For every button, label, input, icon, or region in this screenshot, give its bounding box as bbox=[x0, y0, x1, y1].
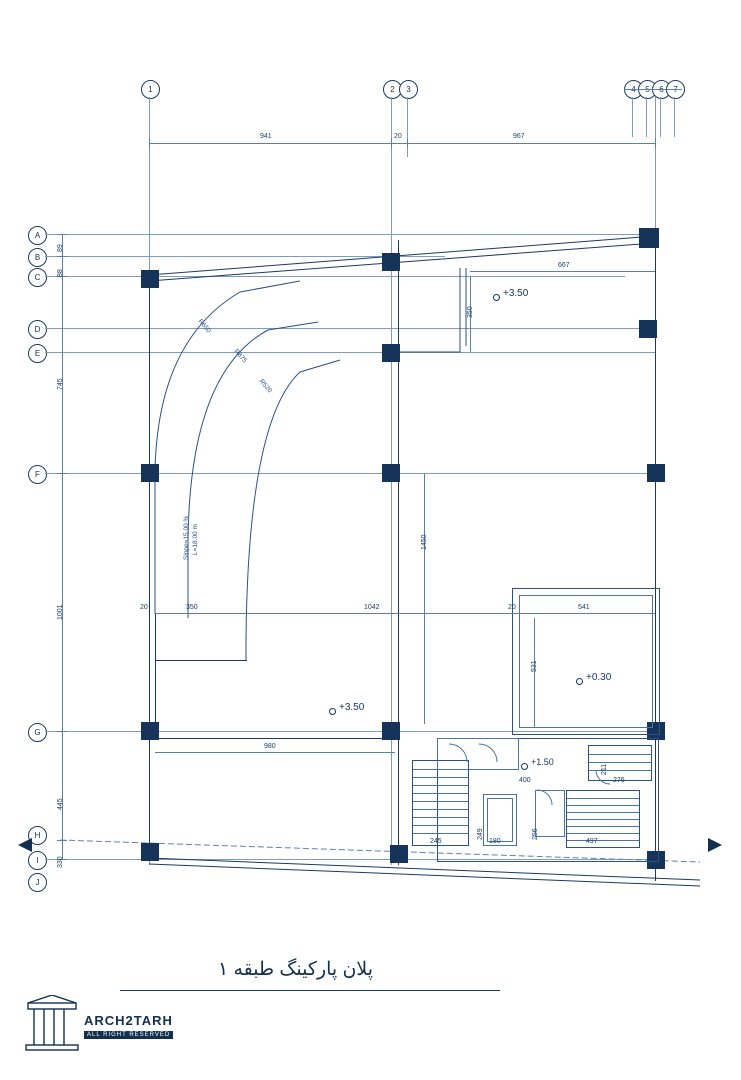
dimension-top-967: 967 bbox=[513, 133, 525, 140]
grid-bubble-G: G bbox=[28, 723, 47, 742]
dimension-245: 245 bbox=[430, 838, 442, 845]
dimension-249: 249 bbox=[477, 828, 484, 840]
grid-bubble-2: 2 bbox=[383, 80, 402, 99]
top-dimension-line bbox=[149, 143, 655, 144]
plan-title: پلان پارکینگ طبقه ۱ bbox=[218, 959, 374, 980]
grid-bubble-E: E bbox=[28, 344, 47, 363]
column-A1 bbox=[141, 270, 159, 288]
dimension-531: 531 bbox=[531, 660, 538, 672]
logo-block bbox=[22, 995, 182, 1059]
column-A2 bbox=[382, 253, 400, 271]
grid-bubble-1: 1 bbox=[141, 80, 160, 99]
gridline-A bbox=[45, 234, 655, 235]
grid-bubble-B: B bbox=[28, 248, 47, 267]
left-dimension-line bbox=[62, 234, 63, 859]
dimension-667: 667 bbox=[558, 262, 570, 269]
left-dim-tick-F bbox=[57, 473, 67, 474]
dim-line-541 bbox=[519, 613, 655, 614]
dimension-400: 400 bbox=[519, 777, 531, 784]
dimension-left-330: 330 bbox=[57, 856, 64, 868]
wall-left-outer bbox=[149, 276, 150, 861]
grid-bubble-H: H bbox=[28, 826, 47, 845]
top-dim-tick-3 bbox=[407, 138, 408, 148]
dimension-276: 276 bbox=[613, 777, 625, 784]
column-I1 bbox=[141, 843, 159, 861]
level-mark-350-lower: +3.50 bbox=[339, 702, 365, 713]
gridline-4 bbox=[632, 97, 633, 137]
dim-line-531 bbox=[534, 618, 535, 728]
level-mark-350-upper: +3.50 bbox=[503, 288, 529, 299]
grid-bubble-5: 5 bbox=[638, 80, 657, 99]
column-I2 bbox=[390, 845, 408, 863]
dimension-top-20: 20 bbox=[394, 133, 402, 140]
grid-bubble-6: 6 bbox=[652, 80, 671, 99]
gridline-E bbox=[45, 352, 655, 353]
dim-line-667 bbox=[470, 271, 655, 272]
grid-bubble-4: 4 bbox=[624, 80, 643, 99]
gridline-3 bbox=[407, 97, 408, 157]
radius-label-R520: R520 bbox=[257, 378, 273, 395]
ramp-slope-label: Slope=15.00 % bbox=[183, 515, 190, 560]
logo-brand-text: ARCH2TARH bbox=[84, 1013, 173, 1028]
gridline-5 bbox=[646, 97, 647, 137]
dim-line-1450 bbox=[424, 474, 425, 724]
column-G2 bbox=[382, 722, 400, 740]
dimension-left-445: 445 bbox=[57, 798, 64, 810]
gridline-7 bbox=[674, 97, 675, 137]
dimension-497: 497 bbox=[586, 838, 598, 845]
dimension-350-upper: 350 bbox=[467, 306, 474, 318]
bubble-tie-right bbox=[624, 89, 682, 90]
dimension-1042: 1042 bbox=[364, 604, 380, 611]
level-marker-dot-2 bbox=[329, 708, 336, 715]
grid-bubble-F: F bbox=[28, 465, 47, 484]
wall-left-inner bbox=[155, 614, 156, 739]
gridline-C bbox=[45, 276, 625, 277]
column-D3 bbox=[639, 320, 657, 338]
gridline-F bbox=[45, 473, 655, 474]
left-dim-tick-G bbox=[57, 731, 67, 732]
grid-bubble-A: A bbox=[28, 226, 47, 245]
left-dim-tick-B bbox=[57, 256, 67, 257]
level-marker-dot-4 bbox=[521, 763, 528, 770]
grid-bubble-I: I bbox=[28, 851, 47, 870]
column-E2 bbox=[382, 344, 400, 362]
level-mark-150: +1.50 bbox=[531, 757, 554, 767]
wall-bottom-left bbox=[149, 738, 399, 739]
dimension-256: 256 bbox=[532, 828, 539, 840]
level-mark-030: +0.30 bbox=[586, 672, 612, 683]
title-underline bbox=[120, 990, 500, 991]
dimension-20-right: 20 bbox=[508, 604, 516, 611]
dimension-350-lower: 350 bbox=[186, 604, 198, 611]
dim-line-980 bbox=[155, 752, 395, 753]
wall-mid-vertical bbox=[398, 240, 399, 865]
column-F3 bbox=[647, 464, 665, 482]
column-G1 bbox=[141, 722, 159, 740]
dimension-20-left: 20 bbox=[140, 604, 148, 611]
dimension-1450: 1450 bbox=[421, 534, 428, 550]
radius-label-R650: R650 bbox=[196, 318, 212, 335]
radius-label-R875: R875 bbox=[232, 348, 248, 365]
dimension-541: 541 bbox=[578, 604, 590, 611]
dimension-211: 211 bbox=[601, 763, 608, 775]
logo-rights-text: ALL RIGHT RESERVED bbox=[84, 1031, 173, 1039]
elevator-cab bbox=[487, 798, 513, 842]
grid-bubble-J: J bbox=[28, 873, 47, 892]
grid-bubble-D: D bbox=[28, 320, 47, 339]
column-F1 bbox=[141, 464, 159, 482]
gridline-6 bbox=[660, 97, 661, 137]
dimension-left-745: 745 bbox=[57, 378, 64, 390]
ramp-length-label: L=18.00 m bbox=[192, 524, 199, 555]
stair-left bbox=[412, 760, 469, 846]
level-marker-dot-1 bbox=[493, 294, 500, 301]
dimension-180: 180 bbox=[489, 838, 501, 845]
dimension-left-88: 88 bbox=[57, 269, 64, 277]
level-marker-dot-3 bbox=[576, 678, 583, 685]
logo-mark-icon bbox=[22, 995, 82, 1053]
grid-bubble-C: C bbox=[28, 268, 47, 287]
top-dim-tick-2 bbox=[391, 138, 392, 148]
top-dim-tick-4 bbox=[655, 138, 656, 148]
wall-ramp-bottom bbox=[155, 660, 247, 661]
room-right-upper-inner bbox=[519, 595, 653, 728]
wc-room bbox=[535, 790, 565, 837]
left-dim-tick-A bbox=[57, 234, 67, 235]
grid-bubble-3: 3 bbox=[399, 80, 418, 99]
dimension-top-941: 941 bbox=[260, 133, 272, 140]
grid-bubble-7: 7 bbox=[666, 80, 685, 99]
column-A3 bbox=[639, 228, 659, 248]
stair-right bbox=[566, 790, 640, 848]
column-F2 bbox=[382, 464, 400, 482]
dimension-left-1001: 1001 bbox=[57, 604, 64, 620]
left-dim-tick-I bbox=[57, 840, 67, 841]
dimension-980: 980 bbox=[264, 743, 276, 750]
gridline-D bbox=[45, 328, 655, 329]
dimension-left-89: 89 bbox=[57, 244, 64, 252]
top-dim-tick-1 bbox=[149, 138, 150, 148]
stair-upper-right bbox=[588, 745, 652, 781]
